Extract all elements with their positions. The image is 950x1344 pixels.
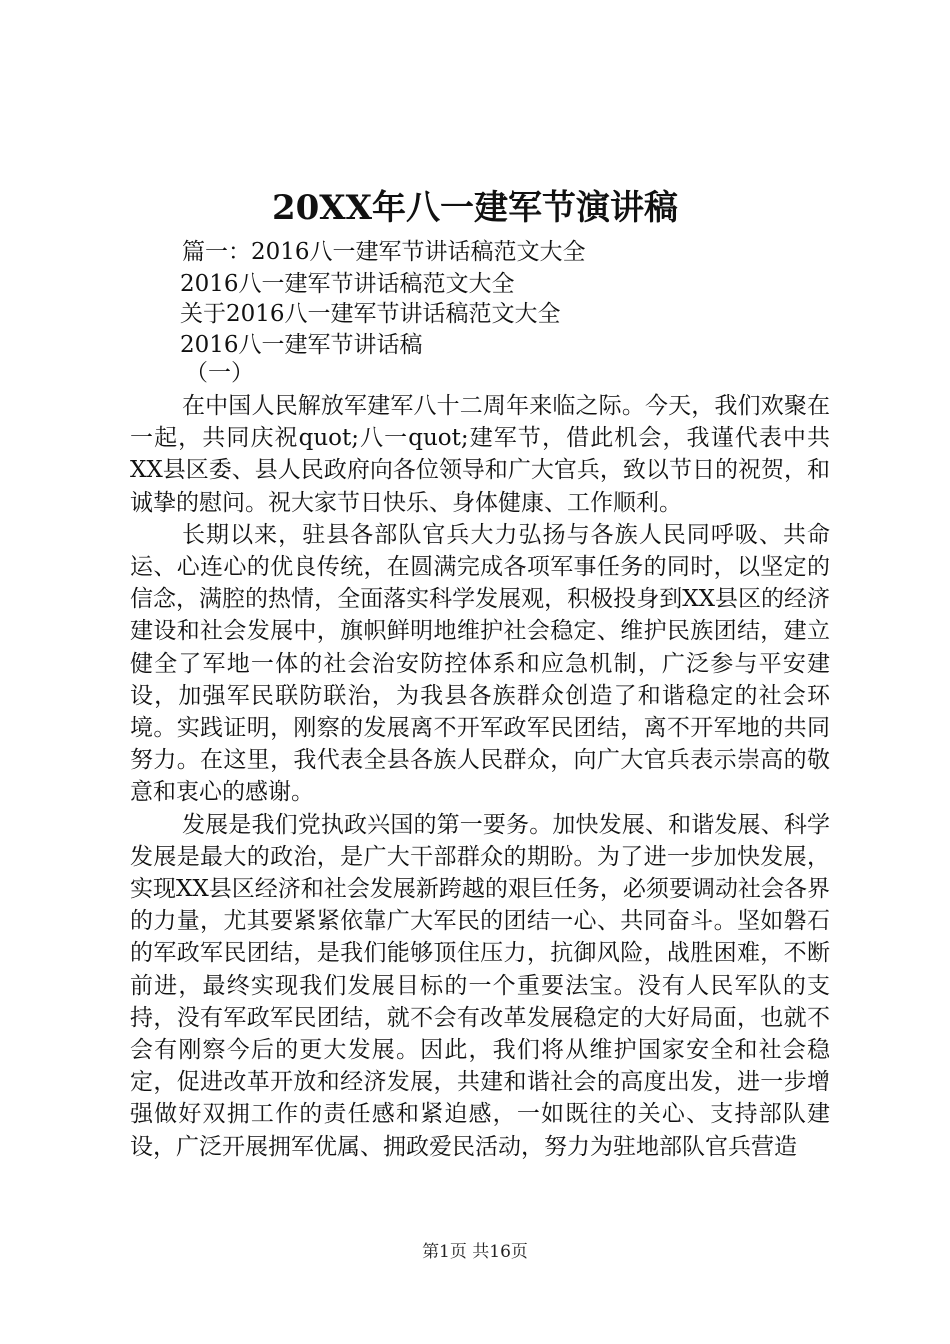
section-heading-4: 2016八一建军节讲话稿 (180, 332, 423, 358)
document-title: 20XX年八一建军节演讲稿 (271, 188, 679, 228)
page-number: 第1页 (422, 1242, 467, 1262)
paragraph: 在中国人民解放军建军八十二周年来临之际。今天，我们欢聚在一起，共同庆祝quot;八一quot;建军节，借此机会，我谨代表中共XX县区委、县人民政府向各位领导和广大官兵，致以节日的祝贺，和诚挚的慰问。祝大家节日快乐、身体健康、工作顺利。 (130, 393, 830, 516)
page-total: 共16页 (472, 1242, 528, 1262)
section-heading-3: 关于2016八一建军节讲话稿范文大全 (180, 301, 561, 327)
paragraph: 长期以来，驻县各部队官兵大力弘扬与各族人民同呼吸、共命运、心连心的优良传统，在圆满完成各项军事任务的同时，以坚定的信念，满腔的热情，全面落实科学发展观，积极投身到XX县区的经济建设和社会发展中，旗帜鲜明地维护社会稳定、维护民族团结，建立健全了军地一体的社会治安防控体系和应急机制，广泛参与平安建设，加强军民联防联治，为我县各族群众创造了和谐稳定的社会环境。实践证明，刚察的发展离不开军政军民团结，离不开军地的共同努力。在这里，我代表全县各族人民群众，向广大官兵表示崇高的敬意和衷心的感谢。 (130, 521, 830, 806)
page-footer (0, 1240, 950, 1264)
paragraph: 发展是我们党执政兴国的第一要务。加快发展、和谐发展、科学发展是最大的政治，是广大干部群众的期盼。为了进一步加快发展，实现XX县区经济和社会发展新跨越的艰巨任务，必须要调动社会各界的力量，尤其要紧紧依靠广大军民的团结一心、共同奋斗。坚如磐石的军政军民团结，是我们能够顶住压力，抗御风险，战胜困难，不断前进，最终实现我们发展目标的一个重要法宝。没有人民军队的支持，没有军政军民团结，就不会有改革发展稳定的大好局面，也就不会有刚察今后的更大发展。因此，我们将从维护国家安全和社会稳定，促进改革开放和经济发展，共建和谐社会的高度出发，进一步增强做好双拥工作的责任感和紧迫感，一如既往的关心、支持部队建设，广泛开展拥军优属、拥政爱民活动，努力为驻地部队官兵营造 (130, 811, 830, 1160)
document-body (130, 390, 830, 1163)
section-heading-2: 2016八一建军节讲话稿范文大全 (180, 271, 515, 297)
section-heading-1: 篇一：2016八一建军节讲话稿范文大全 (182, 239, 586, 265)
section-number: （一） (185, 360, 254, 386)
